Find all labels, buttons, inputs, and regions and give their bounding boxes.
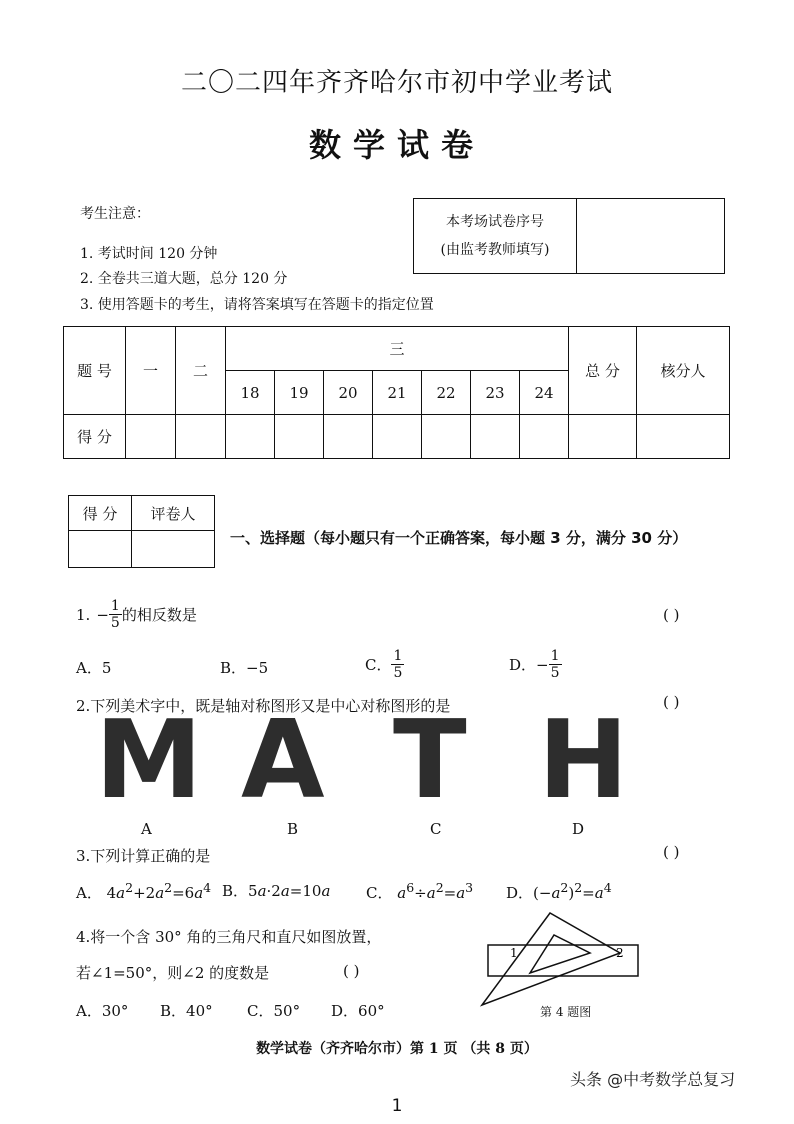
option-label: D — [572, 820, 585, 838]
notice-item: 1. 考试时间 120 分钟 — [80, 246, 218, 262]
question-4-condition: 若∠1=50°，则∠2 的度数是 — [76, 964, 270, 982]
watermark: 头条 @中考数学总复习 — [570, 1070, 736, 1089]
score-cell[interactable] — [126, 415, 176, 459]
option-c — [365, 648, 404, 681]
fraction-numerator: 1 — [550, 648, 560, 664]
option-c: C．50° — [247, 1002, 301, 1020]
subject-title: 数学试卷 — [308, 126, 485, 164]
fraction-numerator: 1 — [110, 598, 120, 614]
option-b: B．−5 — [220, 659, 269, 677]
triangle-ruler-figure — [470, 905, 650, 1015]
col-question-23: 23 — [471, 371, 520, 415]
question-4: 4.将一个含 30° 角的三角尺和直尺如图放置， — [76, 928, 382, 946]
col-question-18: 18 — [226, 371, 275, 415]
grader-name-field[interactable] — [132, 531, 215, 568]
art-letter-t: T — [393, 698, 467, 823]
col-question-19: 19 — [275, 371, 324, 415]
option-label: A — [141, 820, 152, 838]
option-a: A．5 — [76, 659, 112, 677]
score-cell-checker[interactable] — [637, 415, 730, 459]
notice-item: 2. 全卷共三道大题，总分 120 分 — [80, 271, 288, 287]
art-letter-h: H — [538, 698, 629, 823]
col-part-one: 一 — [126, 327, 176, 415]
answer-paren: ( ) — [663, 606, 680, 624]
page-number: 1 — [391, 1096, 403, 1116]
question-2: 2.下列美术字中，既是轴对称图形又是中心对称图形的是 — [76, 697, 451, 715]
score-cell[interactable] — [520, 415, 569, 459]
grader-score-label: 得 分 — [69, 496, 132, 531]
question-1 — [76, 598, 197, 631]
option-d — [509, 648, 562, 681]
option-label: C — [430, 820, 442, 838]
paper-serial-box — [413, 198, 725, 274]
exam-title: 二〇二四年齐齐哈尔市初中学业考试 — [180, 68, 613, 98]
paper-serial-field[interactable] — [577, 199, 724, 273]
score-cell[interactable] — [275, 415, 324, 459]
option-b: B．40° — [160, 1002, 213, 1020]
page-footer: 数学试卷（齐齐哈尔市）第 1 页 （共 8 页） — [256, 1041, 538, 1057]
row-label-score: 得 分 — [64, 415, 126, 459]
paper-serial-label-line2: (由监考教师填写) — [440, 242, 550, 258]
score-cell[interactable] — [176, 415, 226, 459]
question-text: 的相反数是 — [121, 606, 197, 624]
fraction — [549, 648, 562, 681]
col-total: 总 分 — [569, 327, 637, 415]
fraction — [391, 648, 404, 681]
answer-paren: ( ) — [663, 693, 680, 711]
angle-1-label: 1 — [510, 946, 518, 960]
fraction-numerator: 1 — [393, 648, 403, 664]
paper-serial-label — [414, 199, 577, 273]
triangle-outer — [482, 913, 620, 1005]
col-checker: 核分人 — [637, 327, 730, 415]
option-a: A． $4a^2+2a^2=6a^4$ — [76, 880, 212, 902]
col-part-two: 二 — [176, 327, 226, 415]
score-cell[interactable] — [226, 415, 275, 459]
fraction-denominator: 5 — [550, 665, 560, 681]
fraction-denominator: 5 — [393, 665, 403, 681]
paper-serial-label-line1: 本考场试卷序号 — [446, 214, 544, 230]
col-question-20: 20 — [324, 371, 373, 415]
grader-box — [68, 495, 215, 568]
minus-sign: − — [96, 605, 109, 624]
col-part-three: 三 — [226, 327, 569, 371]
figure-caption: 第 4 题图 — [540, 1005, 592, 1019]
question-3: 3.下列计算正确的是 — [76, 847, 211, 865]
art-letter-a: A — [241, 698, 325, 823]
score-table — [63, 326, 730, 459]
notice-heading: 考生注意： — [80, 206, 150, 222]
grader-score-field[interactable] — [69, 531, 132, 568]
answer-paren: ( ) — [663, 843, 680, 861]
grader-name-label: 评卷人 — [132, 496, 215, 531]
score-cell[interactable] — [422, 415, 471, 459]
section-title: 一、选择题（每小题只有一个正确答案，每小题 3 分，满分 30 分） — [230, 529, 688, 547]
notice-item: 3. 使用答题卡的考生，请将答案填写在答题卡的指定位置 — [80, 297, 434, 313]
option-c: C． $a^6\div a^2=a^3$ — [366, 880, 474, 902]
angle-2-label: 2 — [616, 946, 624, 960]
score-cell[interactable] — [324, 415, 373, 459]
row-label-question: 题 号 — [64, 327, 126, 415]
question-number: 1. — [76, 605, 91, 624]
score-cell-total[interactable] — [569, 415, 637, 459]
score-cell[interactable] — [373, 415, 422, 459]
option-b: B．5a·2a=10a — [222, 882, 331, 900]
option-d-label: D．− — [509, 656, 549, 674]
fraction-denominator: 5 — [110, 615, 120, 631]
option-label: B — [287, 820, 299, 838]
answer-paren: ( ) — [343, 962, 360, 980]
option-c-label: C． — [365, 656, 392, 674]
art-letter-m: M — [95, 698, 203, 823]
col-question-22: 22 — [422, 371, 471, 415]
option-d: D．60° — [331, 1002, 385, 1020]
option-d: D．$(-a^2)^2=a^4$ — [506, 880, 612, 902]
score-cell[interactable] — [471, 415, 520, 459]
col-question-21: 21 — [373, 371, 422, 415]
fraction — [109, 598, 122, 631]
col-question-24: 24 — [520, 371, 569, 415]
option-a: A．30° — [76, 1002, 129, 1020]
